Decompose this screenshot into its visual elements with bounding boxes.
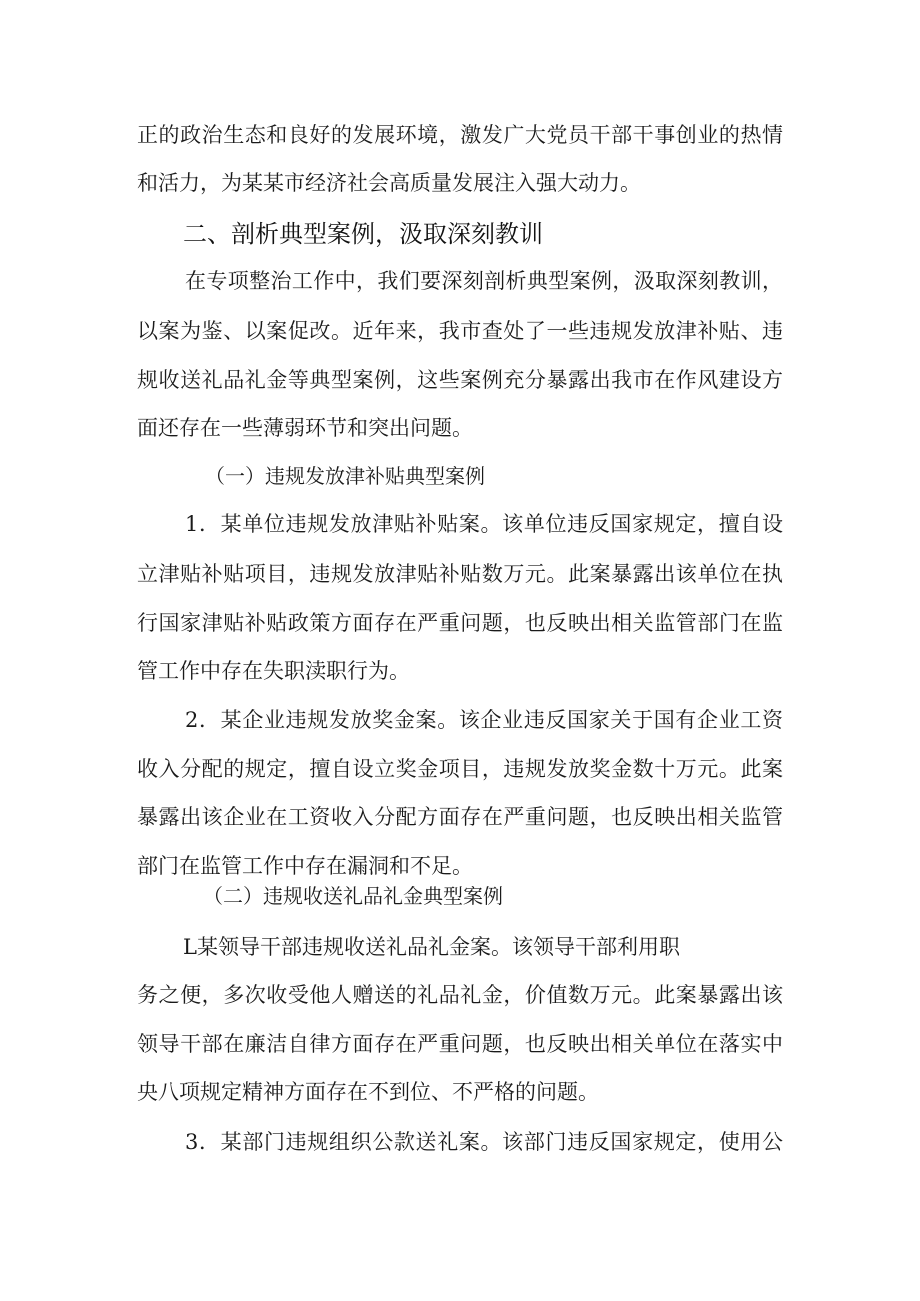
subsection-heading: （二）违规收送礼品礼金典型案例 bbox=[203, 884, 503, 908]
body-line: 管工作中存在失职渎职行为。 bbox=[137, 659, 410, 683]
body-line: 部门在监管工作中存在漏洞和不足。 bbox=[137, 854, 473, 878]
body-line: 在专项整治工作中，我们要深刻剖析典型案例，汲取深刻教训， bbox=[185, 269, 783, 293]
body-line: 领导干部在廉洁自律方面存在严重问题，也反映出相关单位在落实中 bbox=[137, 1032, 783, 1056]
body-line: 1．某单位违规发放津贴补贴案。该单位违反国家规定，擅自设 bbox=[185, 512, 783, 536]
body-line: 行国家津贴补贴政策方面存在严重问题，也反映出相关监管部门在监 bbox=[137, 611, 783, 635]
body-line: 收入分配的规定，擅自设立奖金项目，违规发放奖金数十万元。此案 bbox=[137, 757, 783, 781]
body-line: 暴露出该企业在工资收入分配方面存在严重问题，也反映出相关监管 bbox=[137, 805, 783, 829]
body-line: 2．某企业违规发放奖金案。该企业违反国家关于国有企业工资 bbox=[185, 708, 783, 732]
body-line: 以案为鉴、以案促改。近年来，我市查处了一些违规发放津补贴、违 bbox=[137, 319, 783, 343]
body-line: 立津贴补贴项目，违规发放津贴补贴数万元。此案暴露出该单位在执 bbox=[137, 562, 783, 586]
body-line: L某领导干部违规收送礼品礼金案。该领导干部利用职 bbox=[183, 935, 680, 959]
body-line: 正的政治生态和良好的发展环境，激发广大党员干部干事创业的热情 bbox=[137, 123, 783, 147]
body-line: 和活力，为某某市经济社会高质量发展注入强大动力。 bbox=[137, 171, 641, 195]
section-heading: 二、剖析典型案例，汲取深刻教训 bbox=[183, 220, 543, 248]
body-line: 3．某部门违规组织公款送礼案。该部门违反国家规定，使用公 bbox=[185, 1130, 783, 1154]
subsection-heading: （一）违规发放津补贴典型案例 bbox=[205, 464, 485, 488]
body-line: 规收送礼品礼金等典型案例，这些案例充分暴露出我市在作风建设方 bbox=[137, 368, 783, 392]
body-line: 央八项规定精神方面存在不到位、不严格的问题。 bbox=[137, 1080, 599, 1104]
body-line: 务之便，多次收受他人赠送的礼品礼金，价值数万元。此案暴露出该 bbox=[137, 983, 783, 1007]
body-line: 面还存在一些薄弱环节和突出问题。 bbox=[137, 416, 473, 440]
